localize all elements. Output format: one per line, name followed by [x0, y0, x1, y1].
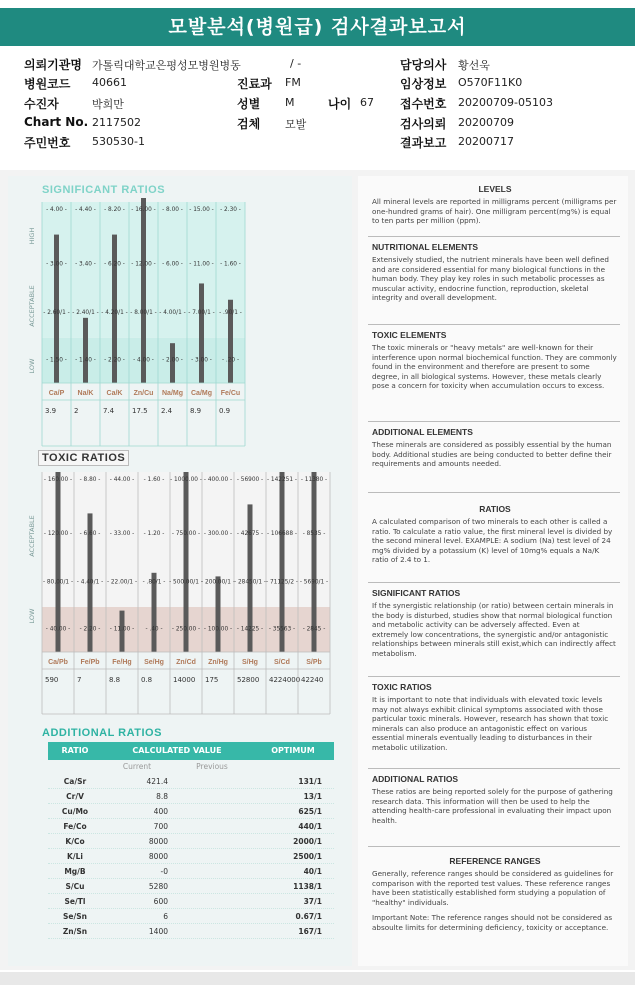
tick-label: - 22.00/1 - — [106, 579, 138, 586]
tick-label: - 2.20 - — [79, 626, 101, 633]
ratio-name: Ca/P — [48, 390, 65, 397]
tick-label: - 11380 - — [300, 477, 328, 483]
additional-ratio-optimum: 2500/1 — [293, 852, 322, 861]
dept-label: 진료과 — [237, 77, 272, 91]
additional-ratios-title: ADDITIONAL RATIOS — [372, 774, 459, 784]
tick-label: - .90/1 - — [219, 310, 242, 317]
report-title: 모발분석(병원급) 검사결과보고서 — [0, 8, 635, 46]
additional-ratio-row — [48, 804, 334, 819]
resident-id-label: 주민번호 — [24, 136, 71, 150]
additional-ratio-optimum: 13/1 — [303, 792, 322, 801]
tick-label: - 8.00 - — [162, 207, 183, 214]
ratio-name: Fe/Hg — [112, 659, 132, 666]
hospital-value: 가톨릭대학교은평성모병원병동 — [92, 59, 241, 72]
reference-ranges-text: Generally, reference ranges should be considered as guidelines for comparison with the reported test values. These reference ranges have been statistically established form studying a population of "healthy" individuals. — [372, 869, 614, 907]
levels-title: LEVELS — [478, 184, 512, 194]
toxic-ratios-chart — [8, 446, 352, 726]
notes-panel — [358, 176, 628, 966]
additional-ratio-current: 1400 — [148, 927, 168, 936]
ratio-value: 14000 — [173, 676, 196, 684]
ratios-panel — [8, 176, 352, 966]
additional-elements-text: These minerals are considered as possibly essential by the human body. Additional studies are being conducted to better define their requirements and amounts needed. — [372, 440, 612, 469]
additional-ratio-name: Cr/V — [66, 792, 84, 801]
tick-label: - 8.80 - — [79, 477, 101, 483]
chart-no-value: 2117502 — [92, 116, 141, 129]
tick-label: - 28450/1 - — [234, 579, 266, 586]
additional-ratio-name: Cu/Mo — [61, 807, 89, 816]
tick-label: - 2.30 - — [220, 207, 241, 214]
additional-ratio-optimum: 625/1 — [298, 807, 322, 816]
side-label: LOW — [28, 358, 36, 374]
additional-ratio-optimum: 131/1 — [298, 777, 322, 786]
tick-label: - 142251 - — [267, 477, 297, 483]
tick-label: - 300.00 - — [203, 531, 233, 537]
ratio-value: 0.8 — [141, 676, 153, 684]
col-optimum: OPTIMUM — [271, 746, 315, 755]
ratio-name: S/Hg — [242, 659, 258, 666]
additional-ratio-current: 8000 — [148, 837, 168, 846]
tick-label: - 8.20 - — [104, 207, 125, 214]
clinical-label: 임상정보 — [400, 77, 447, 91]
sub-previous: Previous — [196, 762, 228, 771]
ratio-name: Ca/Mg — [191, 390, 212, 397]
receipt-value: 20200709-05103 — [458, 96, 553, 109]
tick-label: - 35563 - — [268, 626, 296, 633]
hospital-dash: / - — [290, 57, 302, 70]
additional-ratio-name: Ca/Sr — [63, 777, 87, 786]
ratio-value: 3.9 — [45, 407, 57, 415]
ratio-value: 42240 — [301, 676, 324, 684]
age-label: 나이 — [328, 97, 352, 111]
tick-label: - 100.00 - — [203, 626, 233, 633]
col-ratio: RATIO — [61, 746, 89, 755]
tick-label: - 7.00/1 - — [188, 310, 215, 317]
ratios-title: RATIOS — [479, 504, 511, 514]
ratio-value: 7 — [77, 676, 82, 684]
tick-label: - 1.60 - — [143, 477, 165, 483]
receipt-label: 접수번호 — [400, 97, 447, 111]
ratio-name: Na/K — [77, 390, 94, 397]
age-value: 67 — [360, 96, 374, 109]
additional-ratio-previous — [172, 909, 252, 923]
code-label: 병원코드 — [24, 77, 71, 91]
side-label: ACCEPTABLE — [28, 515, 36, 557]
significant-ratios-text: If the synergistic relationship (or ratio) between certain minerals in the body is disturbed, studies show that normal biological function and metabolic activity can be adversely affected. Even at extremely low concentrations, the synergistic and/or antagonistic relationships between minerals still exist,which can indirectly affect metabolism. — [372, 601, 616, 658]
toxic-ratios-title: TOXIC RATIOS — [372, 682, 432, 692]
additional-ratio-row — [48, 909, 334, 924]
additional-ratio-name: Mg/B — [64, 867, 86, 876]
additional-ratio-previous — [172, 774, 252, 788]
additional-ratios-text: These ratios are being reported solely for the purpose of gathering research data. This information will then be used to help the attending health-care professional in evaluating their impact upon health. — [372, 787, 613, 825]
doctor-label: 담당의사 — [400, 58, 447, 72]
additional-ratio-current: 421.4 — [146, 777, 168, 786]
ratio-name: Ca/K — [106, 390, 123, 397]
additional-ratio-name: Se/Tl — [64, 897, 86, 906]
tick-label: - 6.60 - — [79, 531, 101, 537]
tick-label: - 2.20 - — [104, 357, 125, 364]
additional-ratios-header: ADDITIONAL RATIOS — [42, 727, 162, 739]
tick-label: - 120.00 - — [43, 531, 73, 537]
additional-ratio-optimum: 0.67/1 — [295, 912, 322, 921]
additional-ratio-current: 8.8 — [156, 792, 168, 801]
analysis-report — [0, 170, 635, 970]
ratio-value: 52800 — [237, 676, 260, 684]
tick-label: - 71125/2 - — [266, 579, 298, 586]
toxic-ratios-header: TOXIC RATIOS — [38, 450, 129, 466]
tick-label: - .40 - — [145, 626, 163, 633]
tick-label: - 11.00 - — [189, 261, 214, 268]
tick-label: - 1.20 - — [143, 531, 165, 537]
ratio-bar — [83, 318, 88, 383]
tick-label: - 14225 - — [236, 626, 264, 633]
tick-label: - 42675 - — [236, 531, 264, 537]
hospital-label: 의뢰기관명 — [24, 58, 82, 72]
tick-label: - 106688 - — [267, 531, 297, 537]
additional-ratio-previous — [172, 894, 252, 908]
additional-ratio-previous — [172, 849, 252, 863]
tick-label: - 44.00 - — [109, 477, 135, 483]
levels-text: All mineral levels are reported in milligrams percent (milligrams per one-hundred grams of hair). One milligram percent(mg%) is equal to ten parts per million (ppm). — [372, 197, 617, 226]
tick-label: - 2.00 - — [162, 357, 183, 364]
tick-label: - 4.40/1 - — [76, 579, 104, 586]
ratio-name: Fe/Pb — [80, 659, 100, 666]
request-date-value: 20200709 — [458, 116, 514, 129]
toxic-elements-title: TOXIC ELEMENTS — [372, 330, 447, 340]
ratio-value: 590 — [45, 676, 59, 684]
ratio-bar — [280, 472, 285, 652]
additional-ratio-row — [48, 879, 334, 894]
ratio-value: 8.9 — [190, 407, 202, 415]
sex-value: M — [285, 96, 295, 109]
report-date-value: 20200717 — [458, 135, 514, 148]
reference-ranges-note: Important Note: The reference ranges should not be considered as absoulte limits for determining deficiency, toxicity or acceptance. — [372, 913, 613, 932]
ratio-name: S/Cd — [274, 659, 290, 666]
ratio-bar — [184, 472, 189, 652]
tick-label: - 6.20 - — [104, 261, 125, 268]
nutritional-text: Extensively studied, the nutrient minerals have been well defined and are considered essential for many biological functions in the human body. They play key roles in such metabolic processes as muscular activity, endocrine function, reproduction, skeletal integrity and overall development. — [372, 255, 609, 303]
patient-info — [0, 50, 635, 166]
additional-rows — [48, 774, 334, 939]
additional-ratio-name: Se/Sn — [63, 912, 87, 921]
tick-label: - 250.00 - — [171, 626, 201, 633]
patient-value: 박희만 — [92, 98, 124, 111]
ratio-value: 7.4 — [103, 407, 115, 415]
tick-label: - 11.00 - — [109, 626, 135, 633]
additional-ratio-previous — [172, 789, 252, 803]
tick-label: - 3.00 - — [46, 261, 67, 268]
ratio-bar — [56, 472, 61, 652]
toxic-ratios-text: It is important to note that individuals with elevated toxic levels may not always exhibit clinical symptoms associated with those particular toxic minerals. However, research has shown that toxic minerals can also produce an antagonistic effect on various essential minerals eventually leading to disturbances in their metabolic utilization. — [372, 695, 609, 752]
tick-label: - 4.40 - — [75, 207, 96, 214]
side-label: HIGH — [28, 227, 36, 245]
resident-id-value: 530530-1 — [92, 135, 145, 148]
additional-ratio-optimum: 440/1 — [298, 822, 322, 831]
ratio-value: 17.5 — [132, 407, 148, 415]
tick-label: - 4.20/1 - — [101, 310, 128, 317]
tick-label: - 8.00/1 - — [130, 310, 157, 317]
additional-ratio-previous — [172, 819, 252, 833]
sex-label: 성별 — [237, 97, 261, 111]
ratio-value: 2.4 — [161, 407, 173, 415]
ratio-value: 2 — [74, 407, 79, 415]
tick-label: - 400.00 - — [203, 477, 233, 483]
additional-table-header — [48, 742, 334, 760]
tick-label: - 3.40 - — [75, 261, 96, 268]
additional-ratio-current: 6 — [163, 912, 168, 921]
tick-label: - 500.00/1 - — [169, 579, 203, 586]
additional-ratio-optimum: 167/1 — [298, 927, 322, 936]
ratio-name: Zn/Cu — [133, 390, 154, 397]
tick-label: - 2845 - — [302, 626, 326, 633]
tick-label: - 2.60/1 - — [43, 310, 70, 317]
tick-label: - 4.00/1 - — [159, 310, 186, 317]
tick-label: - 4.00 - — [133, 357, 154, 364]
tick-label: - 200.00/1 - — [201, 579, 235, 586]
tick-label: - .80/1 - — [142, 579, 166, 586]
additional-elements-title: ADDITIONAL ELEMENTS — [372, 427, 473, 437]
tick-label: - 8535 - — [302, 531, 326, 537]
additional-ratio-name: K/Co — [65, 837, 85, 846]
ratio-name: Zn/Hg — [208, 659, 228, 666]
tick-label: - 1.50 - — [46, 357, 67, 364]
additional-ratio-previous — [172, 879, 252, 893]
additional-ratio-current: 700 — [153, 822, 168, 831]
clinical-value: O570F11K0 — [458, 76, 523, 89]
tick-label: - 1.60 - — [220, 261, 241, 268]
ratio-value: 8.8 — [109, 676, 121, 684]
additional-table-subheader — [48, 760, 334, 774]
ratios-text: A calculated comparison of two minerals to each other is called a ratio. To calculate a ratio value, the first mineral level is divided by the second mineral level. EXAMPLE: A sodium (Na) test level of 24 mg% divided by a potassium (K) level of 10mg% equals a Na/K ratio of 2.4 to 1. — [372, 517, 613, 565]
tick-label: - .20 - — [221, 357, 240, 364]
significant-ratios-chart — [8, 176, 352, 466]
ratio-value: 4224000 — [269, 676, 301, 684]
ratio-name: Na/Mg — [162, 390, 183, 397]
specimen-value: 모발 — [285, 118, 307, 131]
ratio-name: Fe/Cu — [220, 390, 241, 397]
significant-ratios-title: SIGNIFICANT RATIOS — [372, 588, 461, 598]
additional-ratio-previous — [172, 864, 252, 878]
additional-ratio-row — [48, 864, 334, 879]
additional-ratio-current: 8000 — [148, 852, 168, 861]
tick-label: - 750.00 - — [171, 531, 201, 537]
tick-label: - 40.00 - — [45, 626, 71, 633]
additional-ratio-current: 600 — [153, 897, 168, 906]
code-value: 40661 — [92, 76, 127, 89]
reference-ranges-title: REFERENCE RANGES — [449, 856, 541, 866]
doctor-value: 황선욱 — [458, 59, 490, 72]
chart-no-label: Chart No. — [24, 115, 89, 129]
ratio-bar — [141, 198, 146, 383]
ratio-value: 175 — [205, 676, 219, 684]
patient-label: 수진자 — [24, 97, 59, 111]
ratio-bar — [216, 576, 221, 652]
request-date-label: 검사의뢰 — [400, 117, 447, 131]
additional-ratio-row — [48, 834, 334, 849]
ratio-name: Zn/Cd — [176, 659, 196, 666]
significant-ratios-header: SIGNIFICANT RATIOS — [42, 184, 166, 196]
bottom-strip — [0, 972, 635, 985]
tick-label: - 2.40/1 - — [72, 310, 99, 317]
ratio-name: S/Pb — [306, 659, 322, 666]
tick-label: - 1000.00 - — [170, 477, 202, 483]
additional-ratio-optimum: 1138/1 — [293, 882, 322, 891]
tick-label: - 80.00/1 - — [42, 579, 74, 586]
toxic-elements-text: The toxic minerals or "heavy metals" are well-known for their interference upon normal biochemical function. They are commonly found in the environment and therefore are present to some degree, in all biological systems. However, these metals clearly pose a concern for toxicity when accumulation occurs to excess. — [372, 343, 617, 391]
additional-ratio-name: K/Li — [67, 852, 83, 861]
additional-ratio-name: S/Cu — [65, 882, 85, 891]
tick-label: - 16.00 - — [131, 207, 156, 214]
ratio-name: Ca/Pb — [48, 659, 68, 666]
additional-ratio-row — [48, 924, 334, 939]
additional-ratio-row — [48, 819, 334, 834]
additional-ratio-previous — [172, 834, 252, 848]
additional-ratio-current: -0 — [160, 867, 168, 876]
side-label: LOW — [28, 608, 36, 624]
tick-label: - 4.00 - — [46, 207, 67, 214]
report-date-label: 결과보고 — [400, 136, 447, 150]
side-label: ACCEPTABLE — [28, 285, 36, 327]
additional-ratio-current: 400 — [153, 807, 168, 816]
col-calculated: CALCULATED VALUE — [132, 746, 222, 755]
additional-ratio-previous — [172, 804, 252, 818]
nutritional-title: NUTRITIONAL ELEMENTS — [372, 242, 479, 252]
ratio-name: Se/Hg — [144, 659, 164, 666]
additional-ratio-current: 5280 — [148, 882, 168, 891]
specimen-label: 검체 — [237, 117, 261, 131]
tick-label: - 3.00 - — [191, 357, 212, 364]
tick-label: - 15.00 - — [189, 207, 214, 214]
additional-ratio-row — [48, 894, 334, 909]
tick-label: - 1.40 - — [75, 357, 96, 364]
additional-ratio-previous — [172, 924, 252, 938]
tick-label: - 160.00 - — [43, 477, 73, 483]
tick-label: - 33.00 - — [109, 531, 135, 537]
additional-ratio-row — [48, 789, 334, 804]
tick-label: - 6.00 - — [162, 261, 183, 268]
additional-ratio-optimum: 40/1 — [303, 867, 322, 876]
additional-ratios-table — [48, 742, 334, 939]
additional-ratio-row — [48, 774, 334, 789]
additional-ratio-name: Fe/Co — [63, 822, 87, 831]
tick-label: - 12.00 - — [131, 261, 156, 268]
sub-current: Current — [122, 762, 152, 771]
additional-ratio-optimum: 2000/1 — [293, 837, 322, 846]
tick-label: - 5690/1 - — [299, 579, 329, 586]
additional-ratio-row — [48, 849, 334, 864]
ratio-value: 0.9 — [219, 407, 231, 415]
dept-value: FM — [285, 76, 301, 89]
tick-label: - 56900 - — [236, 477, 264, 483]
ratio-bar — [312, 472, 317, 652]
ratio-bar — [199, 283, 204, 383]
additional-ratio-optimum: 37/1 — [303, 897, 322, 906]
additional-ratio-name: Zn/Sn — [62, 927, 88, 936]
